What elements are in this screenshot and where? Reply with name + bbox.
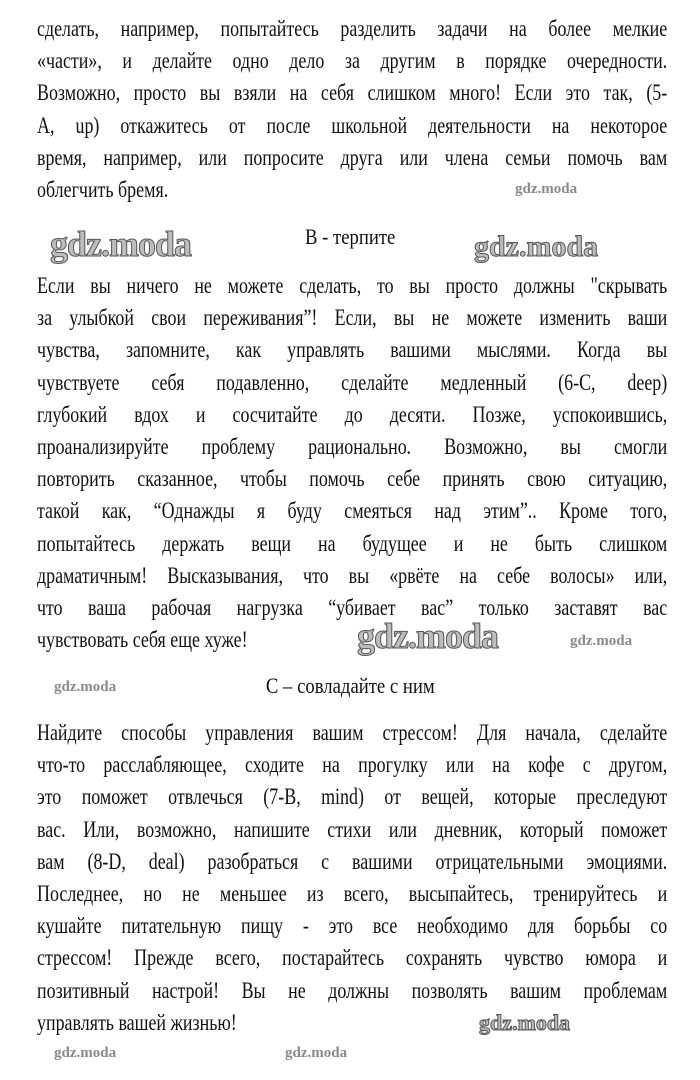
watermark: gdz.moda [570,633,633,649]
watermark: gdz.moda [474,230,599,263]
text-line: чувствовать себя еще хуже! [37,627,248,653]
watermark: gdz.moda [50,224,192,264]
text-line: за улыбкой свои переживания”! Если, вы не можете изменить ваши [37,305,668,331]
text-line: вам (8-D, deal) разобраться с вашими отрицательными эмоциями. [37,848,668,874]
text-line: что-то расслабляющее, сходите на прогулку или на кофе с другом, [37,752,668,778]
text-line: кушайте питательную пищу - это все необходимо для борьбы со [37,913,668,939]
text-line: A, up) откажитесь от после школьной деятельности на некоторое [37,112,668,138]
text-line: Возможно, просто вы взяли на себя слишком много! Если это так, (5- [37,80,668,106]
text-line: проанализируйте проблему рационально. Возможно, вы смогли [37,434,668,459]
watermark: gdz.moda [54,1045,117,1061]
watermark: gdz.moda [357,616,499,656]
text-line: чувствуете себя подавленно, сделайте медленный (6-C, deep) [37,369,668,395]
watermark: gdz.moda [479,1010,571,1035]
heading-c-text: C – совладайте с ним [265,673,435,698]
text-line: облегчить бремя. [37,177,169,202]
text-line: глубокий вдох и сосчитайте до десяти. Позже, успокоившись, [37,401,668,427]
text-line: Последнее, но не меньшее из всего, высыпайтесь, тренируйтесь и [37,881,668,906]
text-line: драматичным! Высказывания, что вы «рвёте на себе волосы» или, [37,562,668,588]
text-line: время, например, или попросите друга или члена семьи помочь вам [37,144,668,170]
text-line: управлять вашей жизнью! [37,1009,237,1035]
text-line: это поможет отвлечься (7-B, mind) от вещей, которые преследуют [37,784,668,810]
text-line: стрессом! Прежде всего, постарайтесь сохранять чувство юмора и [37,945,668,971]
text-line: что ваша рабочая нагрузка “убивает вас” только заставят вас [37,595,668,620]
text-line: повторить сказанное, чтобы помочь себе принять свою ситуацию, [37,466,668,492]
section-heading-b [0,222,700,252]
text-line: попытайтесь держать вещи на будущее и не быть слишком [37,530,668,556]
heading-b-text: B - терпите [304,224,396,249]
section-heading-c [0,671,700,701]
text-line: Если вы ничего не можете сделать, то вы просто должны "скрывать [37,273,668,298]
text-line: чувства, запомните, как управлять вашими мыслями. Когда вы [37,337,668,363]
text-line: вас. Или, возможно, напишите стихи или дневник, который поможет [37,816,668,842]
text-line: такой как, “Однажды я буду смеяться над этим”.. Кроме того, [37,498,668,524]
text-line: Найдите способы управления вашим стрессом! Для начала, сделайте [37,720,668,745]
watermark: gdz.moda [285,1045,348,1061]
text-line: позитивный настрой! Вы не должны позволять вашим проблемам [37,977,668,1003]
text-line: «части», и делайте одно дело за другим в порядке очередности. [37,48,668,74]
text-line: сделать, например, попытайтесь разделить задачи на более мелкие [37,16,668,41]
watermark: gdz.moda [515,181,578,197]
watermark: gdz.moda [54,679,117,695]
